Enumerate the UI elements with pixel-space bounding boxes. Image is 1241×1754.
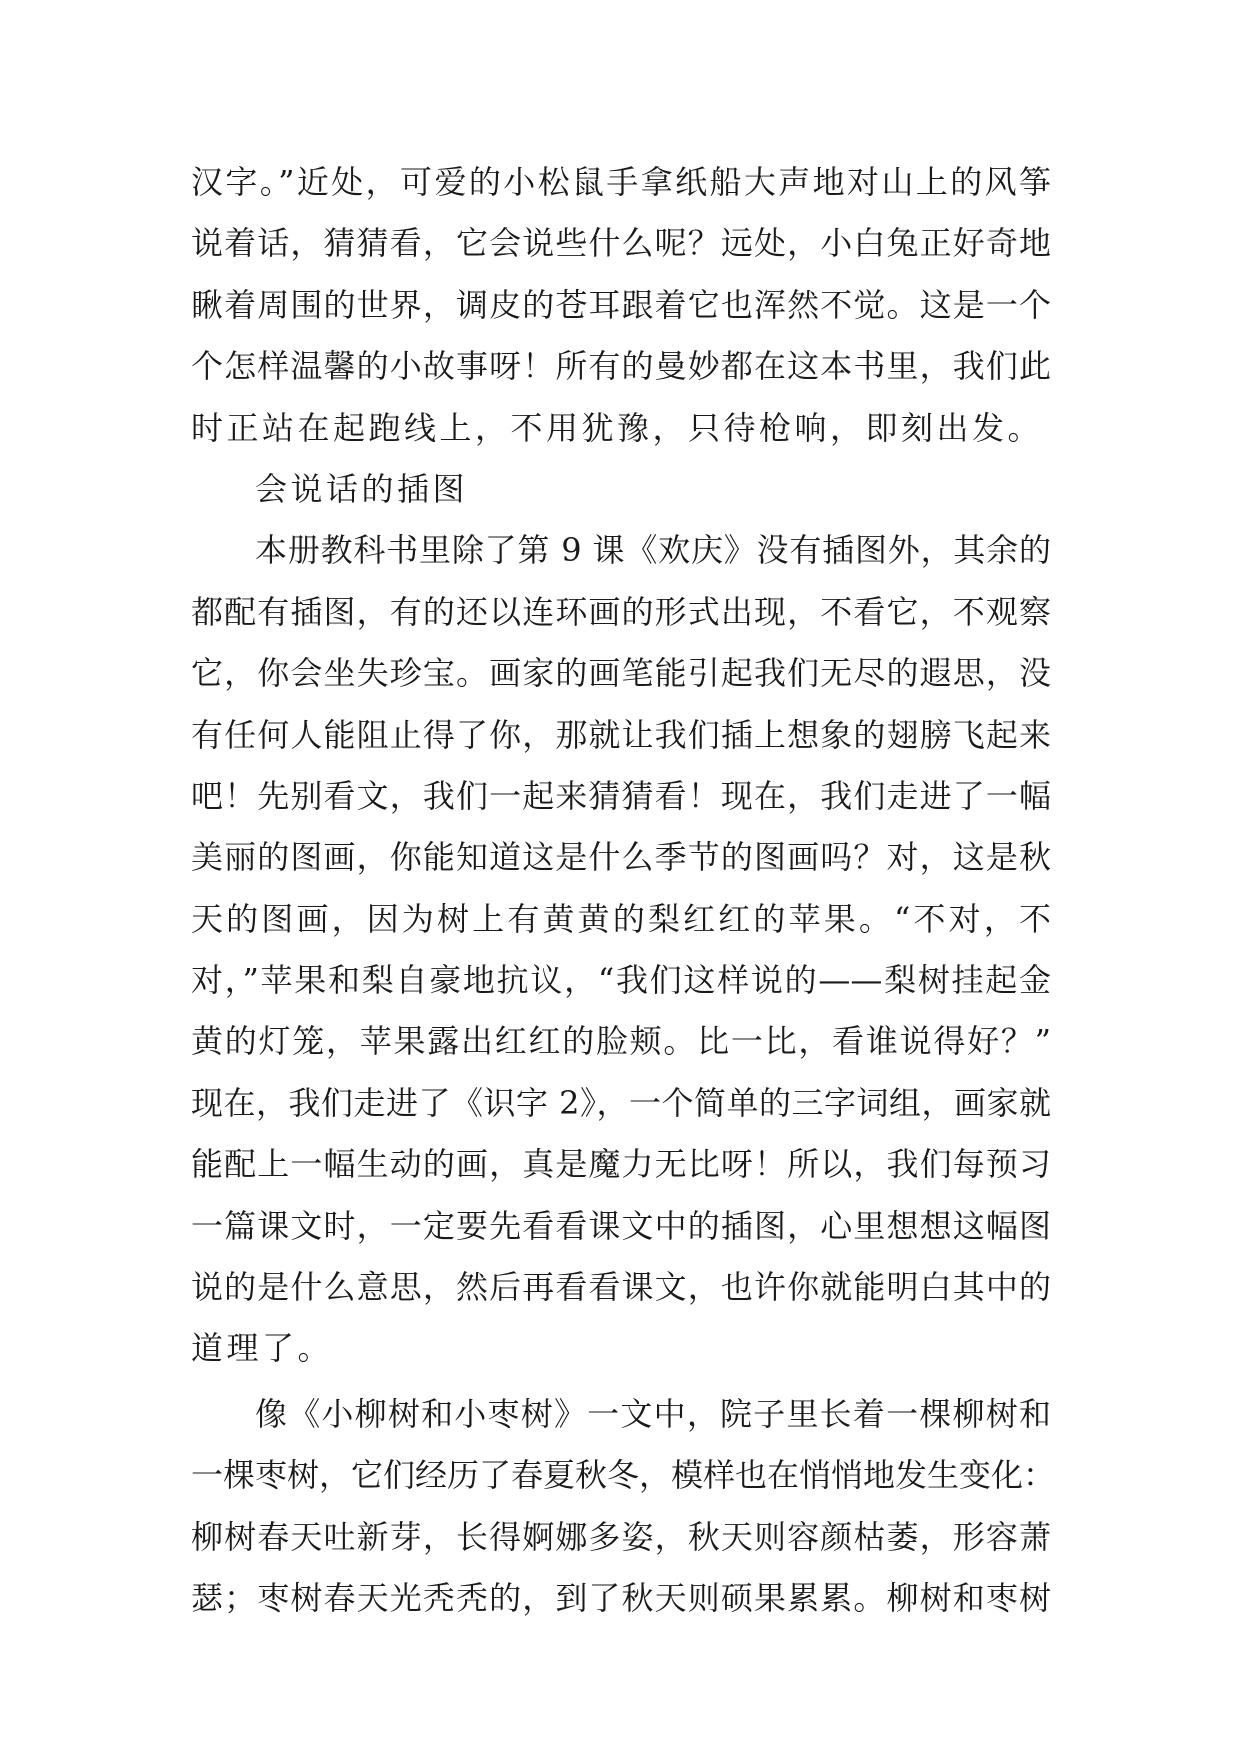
text-line: 瞅着周围的世界，调皮的苍耳跟着它也浑然不觉。这是一个 <box>191 285 1051 324</box>
text-line: 瑟；枣树春天光秃秃的，到了秋天则硕果累累。柳树和枣树 <box>191 1578 1051 1617</box>
text-line: 美丽的图画，你能知道这是什么季节的图画吗？对，这是秋 <box>191 838 1051 877</box>
section-heading: 会说话的插图 <box>255 469 469 508</box>
text-line: 说的是什么意思，然后再看看课文，也许你就能明白其中的 <box>191 1268 1051 1307</box>
text-line: 对，”苹果和梨自豪地抗议，“我们这样说的——梨树挂起金 <box>191 961 1051 1000</box>
text-line: 说着话，猜猜看，它会说些什么呢？远处，小白兔正好奇地 <box>191 224 1051 263</box>
text-line: 个怎样温馨的小故事呀！所有的曼妙都在这本书里，我们此 <box>191 347 1051 386</box>
text-line: 道理了。 <box>191 1329 334 1368</box>
text-line: 能配上一幅生动的画，真是魔力无比呀！所以，我们每预习 <box>191 1145 1051 1184</box>
text-line: 有任何人能阻止得了你，那就让我们插上想象的翅膀飞起来 <box>191 715 1051 754</box>
text-line: 天的图画，因为树上有黄黄的梨红红的苹果。“不对，不 <box>191 899 1051 938</box>
text-line: 它，你会坐失珍宝。画家的画笔能引起我们无尽的遐思，没 <box>191 654 1051 693</box>
text-line: 像《小柳树和小枣树》一文中，院子里长着一棵柳树和 <box>255 1394 1051 1433</box>
text-line: 柳树春天吐新芽，长得婀娜多姿，秋天则容颜枯萎，形容萧 <box>191 1517 1051 1556</box>
text-line: 现在，我们走进了《识字 2》，一个简单的三字词组，画家就 <box>191 1083 1051 1122</box>
text-line: 吧！先别看文，我们一起来猜猜看！现在，我们走进了一幅 <box>191 776 1051 815</box>
text-line: 一篇课文时，一定要先看看课文中的插图，心里想想这幅图 <box>191 1206 1051 1245</box>
text-line: 都配有插图，有的还以连环画的形式出现，不看它，不观察 <box>191 592 1051 631</box>
text-line: 时正站在起跑线上，不用犹豫，只待枪响，即刻出发。 <box>191 408 1044 447</box>
text-line: 黄的灯笼，苹果露出红红的脸颊。比一比，看谁说得好？” <box>191 1022 1051 1061</box>
text-line: 本册教科书里除了第 9 课《欢庆》没有插图外，其余的 <box>255 531 1051 570</box>
document-body <box>191 152 1056 1629</box>
text-line: 汉字。”近处，可爱的小松鼠手拿纸船大声地对山上的风筝 <box>191 163 1051 201</box>
text-line: 一棵枣树，它们经历了春夏秋冬，模样也在悄悄地发生变化： <box>191 1456 1056 1495</box>
